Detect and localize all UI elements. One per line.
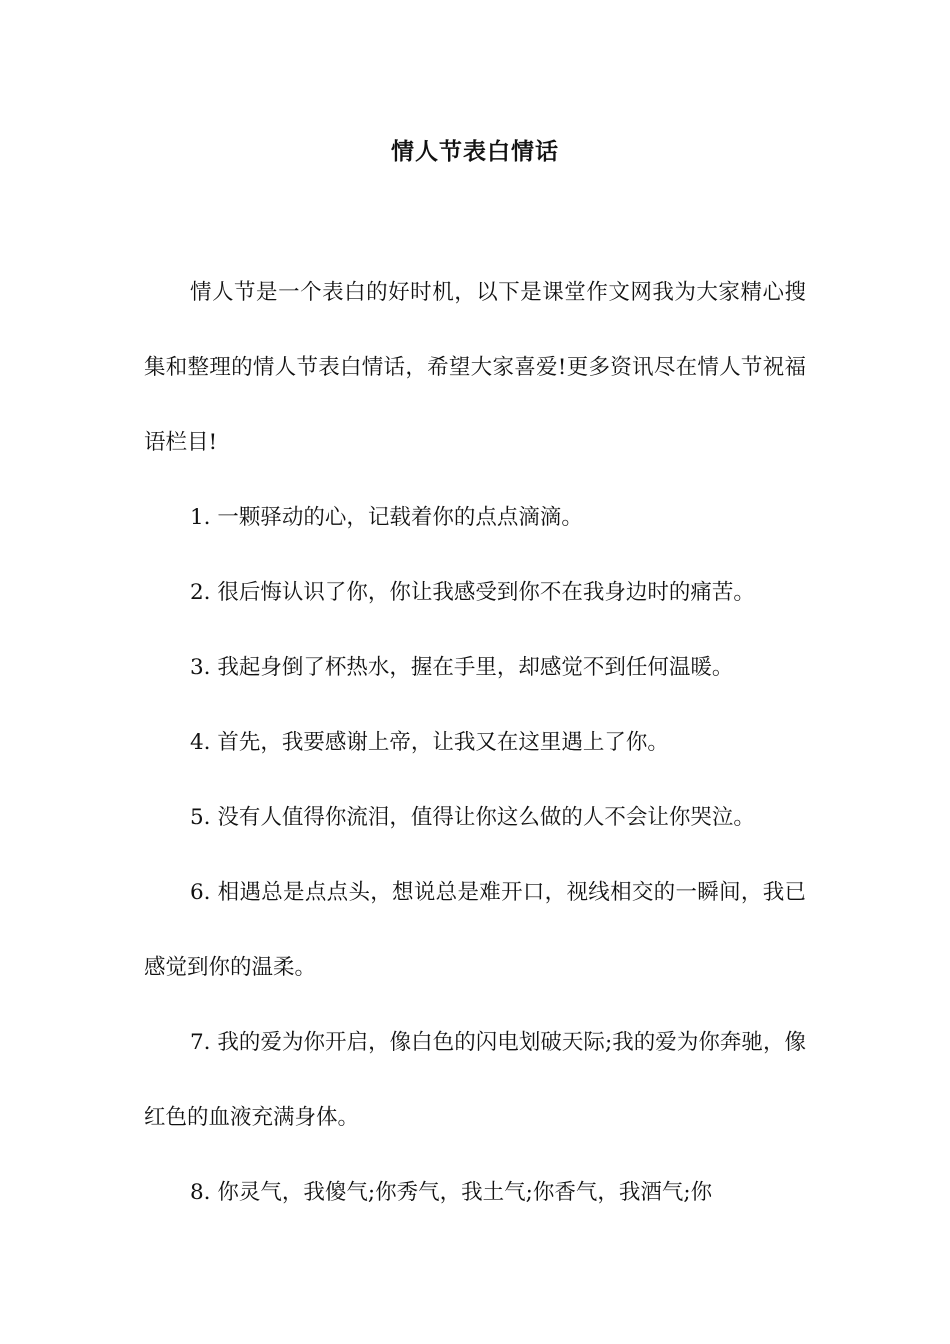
intro-paragraph: 情人节是一个表白的好时机，以下是课堂作文网我为大家精心搜集和整理的情人节表白情话，希望大家喜爱!更多资讯尽在情人节祝福语栏目! xyxy=(144,280,806,455)
list-item: 8. 你灵气，我傻气;你秀气，我土气;你香气，我酒气;你 xyxy=(190,1180,713,1205)
list-item: 3. 我起身倒了杯热水，握在手里，却感觉不到任何温暖。 xyxy=(190,655,734,680)
document-title: 情人节表白情话 xyxy=(391,139,559,165)
list-item: 5. 没有人值得你流泪，值得让你这么做的人不会让你哭泣。 xyxy=(190,805,755,830)
list-item: 7. 我的爱为你开启，像白色的闪电划破天际;我的爱为你奔驰，像红色的血液充满身体。 xyxy=(144,1030,806,1130)
list-item: 6. 相遇总是点点头，想说总是难开口，视线相交的一瞬间，我已感觉到你的温柔。 xyxy=(144,880,806,980)
list-item: 4. 首先，我要感谢上帝，让我又在这里遇上了你。 xyxy=(190,730,669,755)
list-item: 2. 很后悔认识了你，你让我感受到你不在我身边时的痛苦。 xyxy=(190,580,755,605)
document-body xyxy=(144,255,806,1230)
list-item: 1. 一颗驿动的心，记载着你的点点滴滴。 xyxy=(190,505,583,530)
